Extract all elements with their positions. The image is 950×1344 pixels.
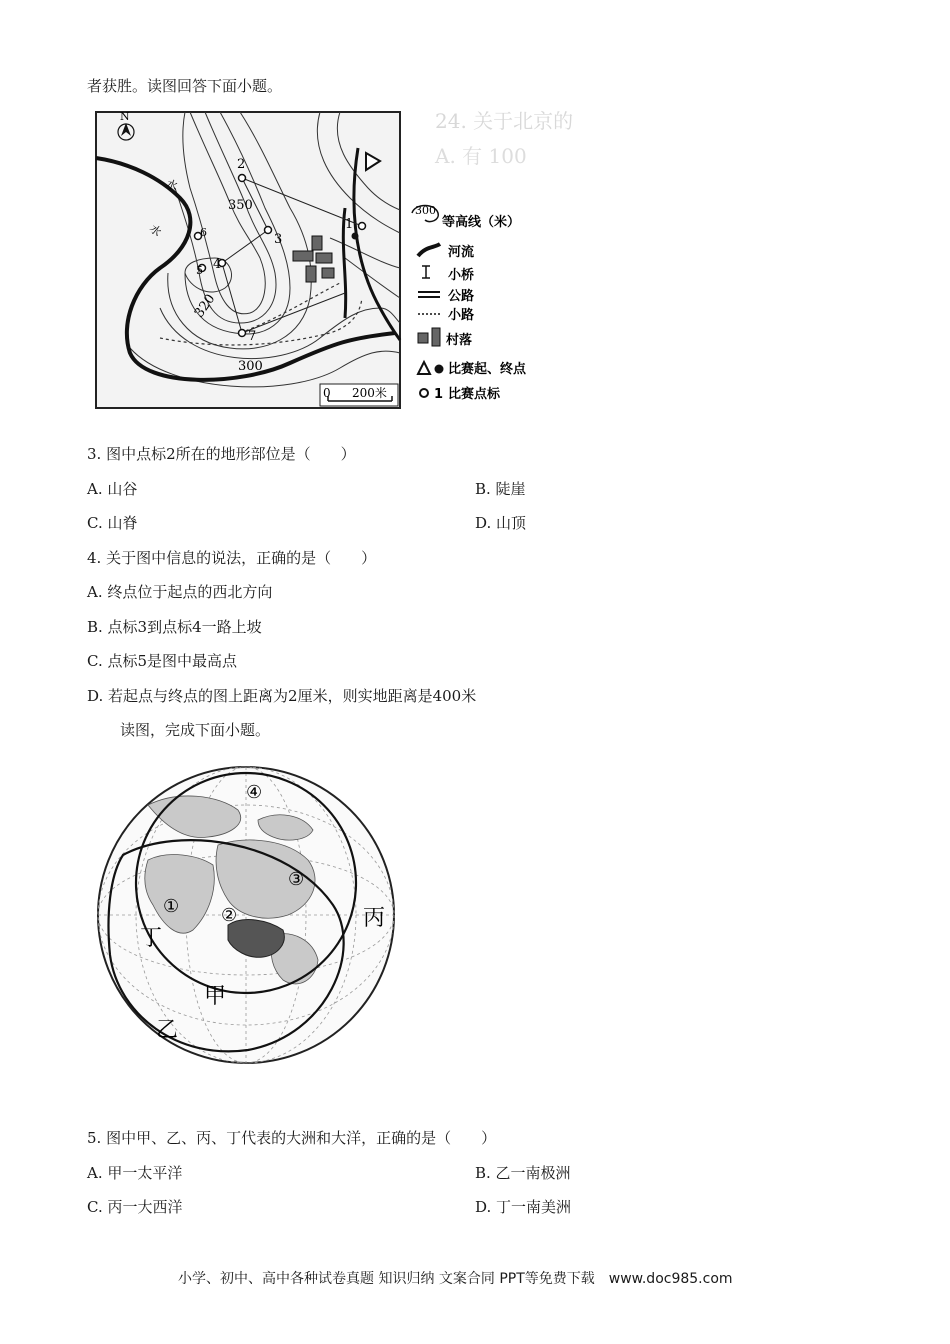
intro-text: 者获胜。读图回答下面小题。 <box>87 77 283 95</box>
river-label-2: 水 <box>147 222 164 240</box>
legend-path-label: 小路 <box>448 308 475 323</box>
q4-option-a[interactable]: A. 终点位于起点的西北方向 <box>87 583 273 601</box>
q5-stem: 5. 图中甲、乙、丙、丁代表的大洲和大洋，正确的是（ ） <box>87 1129 497 1147</box>
legend-river-label: 河流 <box>448 245 475 260</box>
legend-checkpoint-num: 1 <box>434 387 444 402</box>
q4-option-c[interactable]: C. 点标5是图中最高点 <box>87 652 238 670</box>
q3-stem: 3. 图中点标2所在的地形部位是（ ） <box>87 445 356 463</box>
contour-label-350: 350 <box>228 198 253 213</box>
label-bing: 丙 <box>363 906 386 931</box>
legend-village-label: 村落 <box>446 333 473 348</box>
legend-start-end-label: 比赛起、终点 <box>448 362 527 377</box>
q4-stem: 4. 关于图中信息的说法，正确的是（ ） <box>87 549 377 567</box>
point-label-4: 4 <box>213 257 222 272</box>
legend-road-label: 公路 <box>448 289 475 304</box>
circled-2: ② <box>221 905 238 926</box>
north-label: N <box>120 110 130 123</box>
q5-option-a[interactable]: A. 甲一太平洋 <box>87 1164 183 1182</box>
q5-option-b[interactable]: B. 乙一南极洲 <box>475 1164 571 1182</box>
circled-3: ③ <box>288 869 305 890</box>
q3-option-a[interactable]: A. 山谷 <box>87 480 138 498</box>
q4-option-d[interactable]: D. 若起点与终点的图上距离为2厘米，则实地距离是400米 <box>87 687 477 705</box>
river-legend-icon <box>418 244 440 256</box>
topographic-map <box>90 108 574 413</box>
label-ding: 丁 <box>140 926 163 951</box>
river-label: 水 <box>164 177 180 194</box>
intro2-text: 读图，完成下面小题。 <box>120 721 271 739</box>
map-legend <box>412 204 527 402</box>
footer-text: 小学、初中、高中各种试卷真题 知识归纳 文案合同 PPT等免费下载 www.doc985.com <box>178 1271 733 1287</box>
circled-4: ④ <box>246 782 263 803</box>
q4-option-b[interactable]: B. 点标3到点标4一路上坡 <box>87 618 262 636</box>
label-jia: 甲 <box>204 984 227 1009</box>
village-legend-icon <box>418 328 440 346</box>
circled-1: ① <box>163 896 180 917</box>
bridge-legend-icon <box>422 266 430 278</box>
q3-option-b[interactable]: B. 陡崖 <box>475 480 526 498</box>
end-point-icon <box>352 233 359 240</box>
legend-bridge-label: 小桥 <box>448 268 475 283</box>
point-label-5: 5 <box>196 264 203 277</box>
svg-text:A. 有 100: A. 有 100 <box>435 144 527 168</box>
q5-option-c[interactable]: C. 丙一大西洋 <box>87 1198 183 1216</box>
legend-contour-label: 等高线（米） <box>442 215 521 230</box>
q3-option-c[interactable]: C. 山脊 <box>87 514 138 532</box>
legend-checkpoint-label: 比赛点标 <box>448 387 501 402</box>
point-label-6: 6 <box>200 226 207 239</box>
q3-option-d[interactable]: D. 山顶 <box>475 514 527 532</box>
contour-label-300: 300 <box>238 359 263 374</box>
contour-label-320: 320 <box>191 291 219 321</box>
checkpoint-legend-icon <box>420 389 428 397</box>
label-yi: 乙 <box>156 1018 179 1043</box>
point-label-7: 7 <box>248 329 257 344</box>
q5-option-d[interactable]: D. 丁一南美洲 <box>475 1198 572 1216</box>
point-label-2: 2 <box>237 157 246 172</box>
globe-figure <box>88 765 408 1065</box>
triangle-legend-icon <box>418 362 430 374</box>
scale-distance: 200米 <box>352 386 387 400</box>
scale-zero: 0 <box>323 386 331 400</box>
legend-contour-num: 300 <box>415 204 436 217</box>
point-label-3: 3 <box>274 232 283 247</box>
point-label-1: 1 <box>345 217 354 232</box>
dot-legend-icon <box>435 365 444 374</box>
svg-text:24. 关于北京的: 24. 关于北京的 <box>435 109 574 133</box>
road-legend-icon <box>418 292 440 297</box>
